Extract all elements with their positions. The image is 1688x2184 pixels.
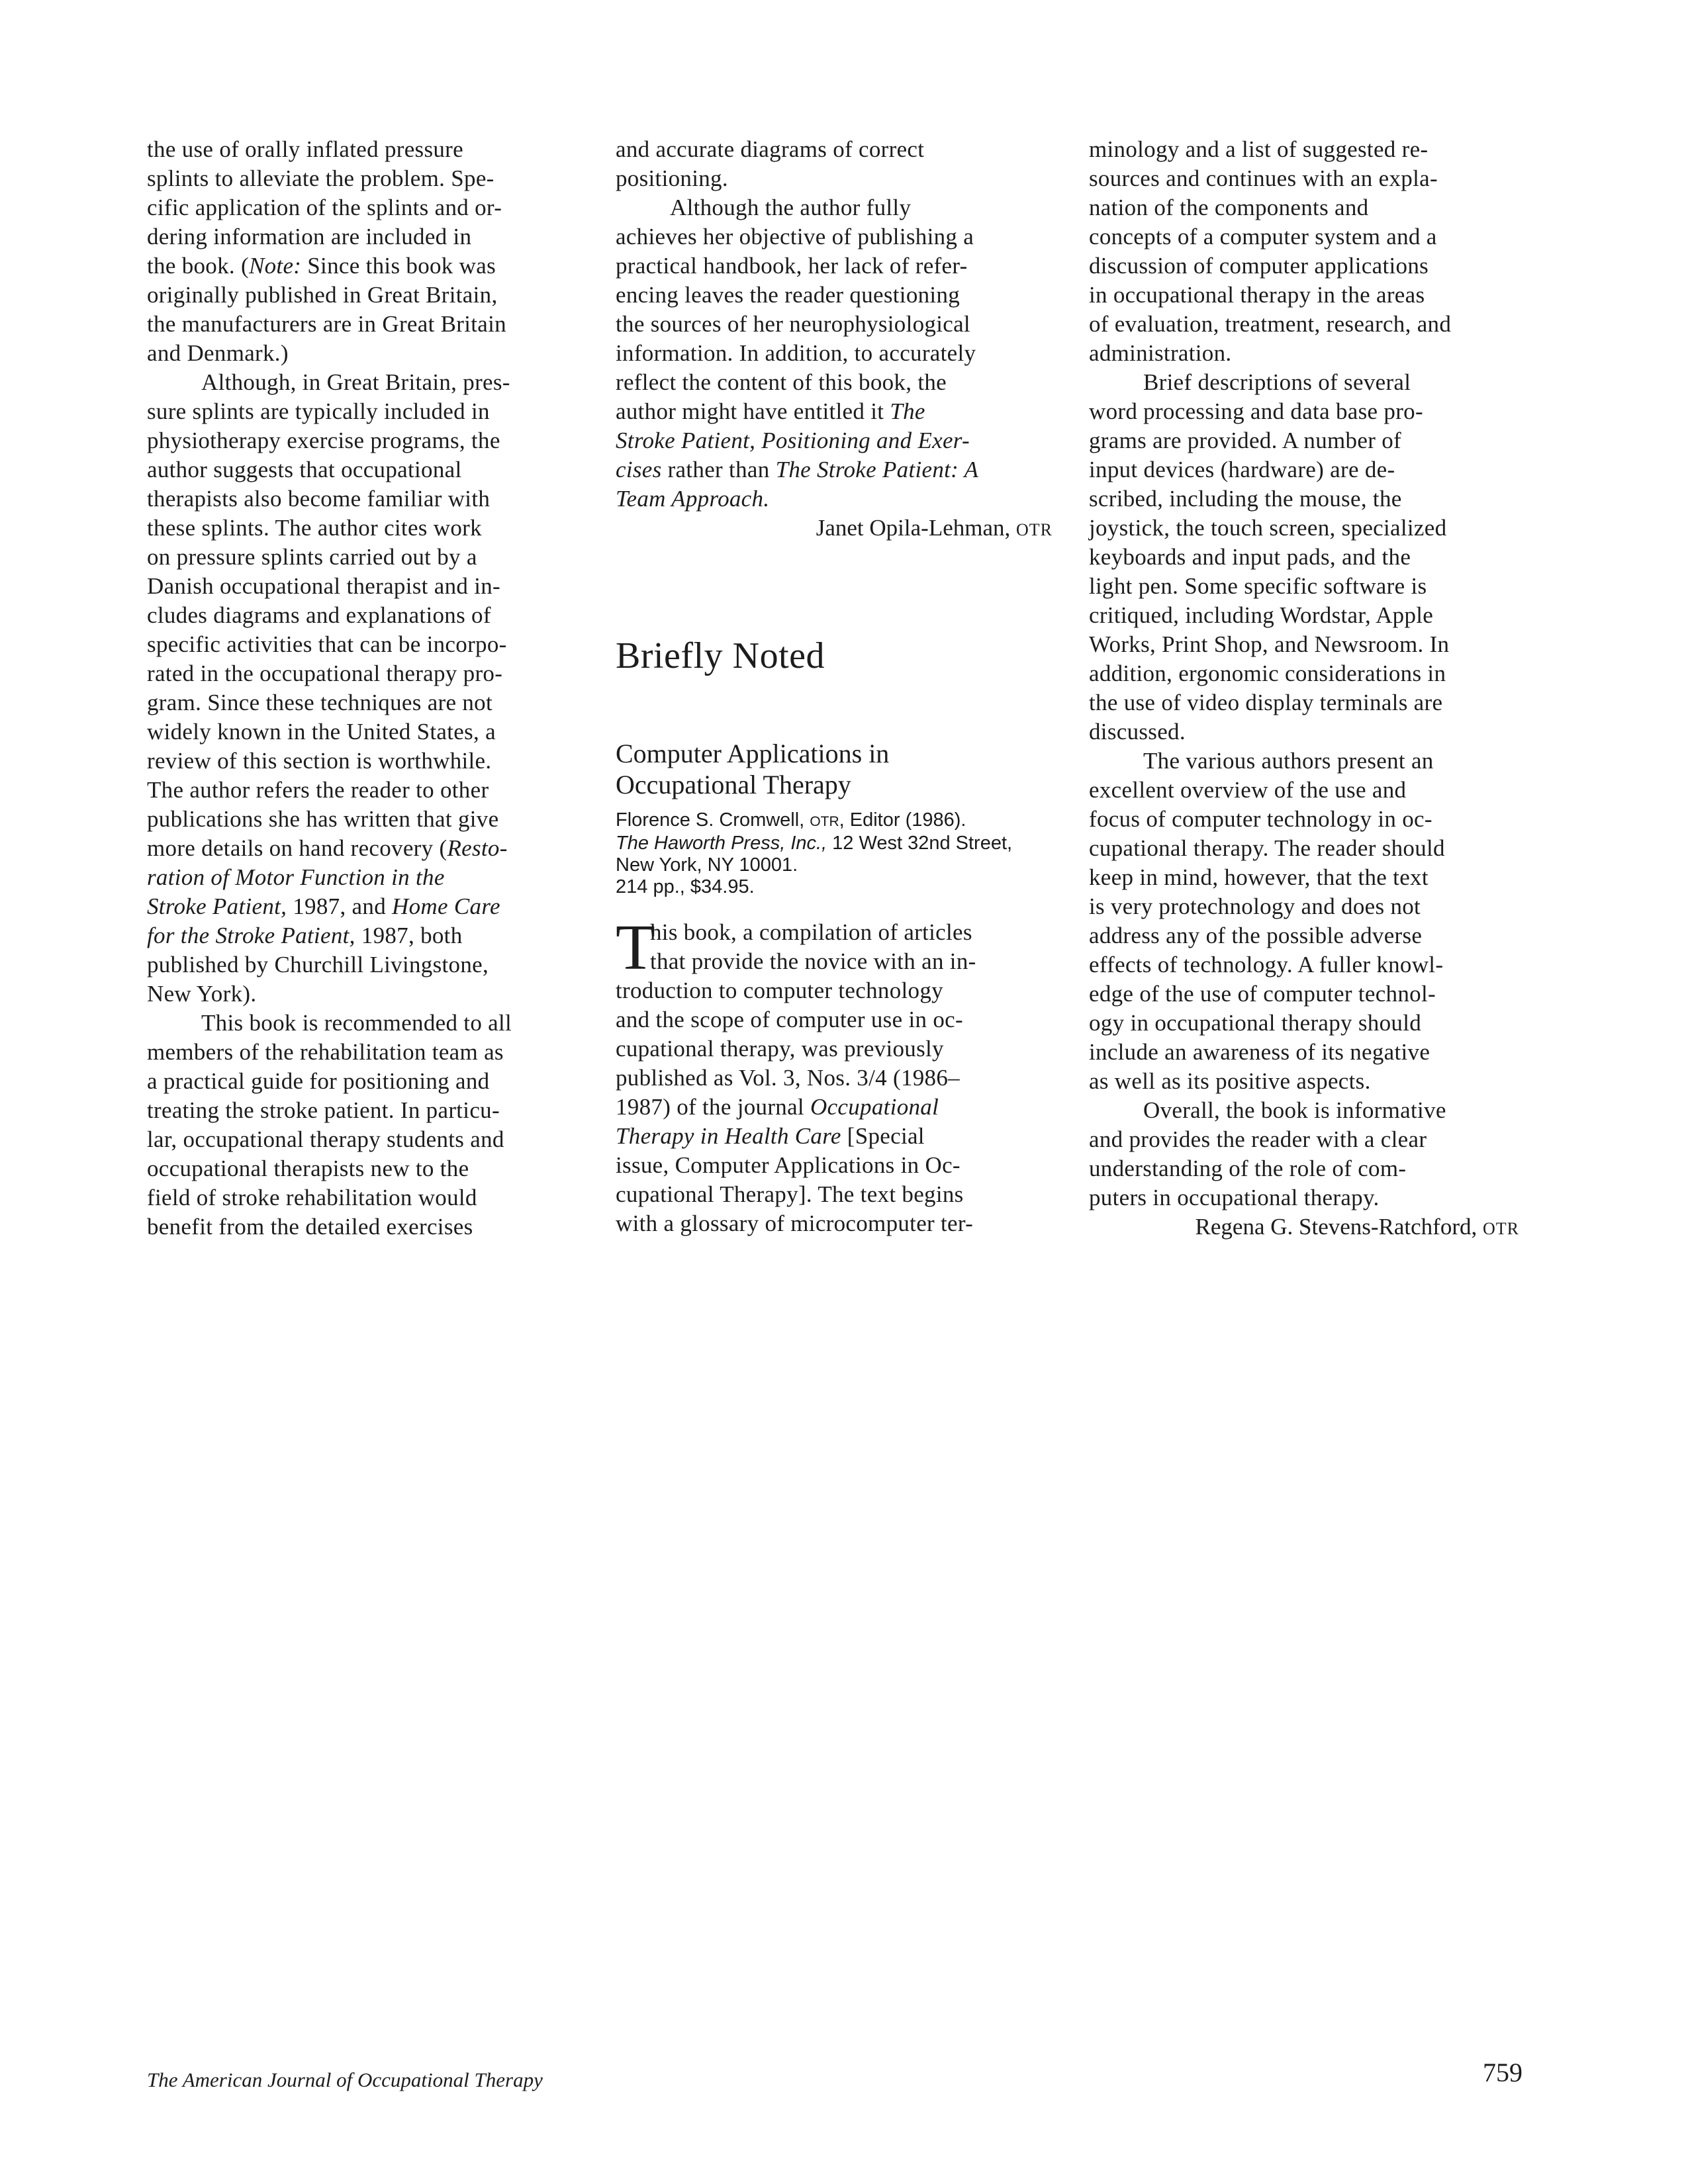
- text-line: keyboards and input pads, and the: [1089, 544, 1411, 570]
- text-line: Brief descriptions of several: [1143, 369, 1411, 395]
- book-title-italic: cises: [616, 457, 662, 482]
- text-line: concepts of a computer system and a: [1089, 224, 1437, 250]
- right-paragraph-2: [1089, 368, 1539, 747]
- left-column: [147, 135, 571, 1242]
- text-run: Since this book was: [301, 253, 496, 279]
- text-line: achieves her objective of publishing a: [616, 224, 974, 250]
- text-run: more details on hand recovery (: [147, 835, 447, 861]
- text-run: rather than: [661, 457, 776, 482]
- text-line: as well as its positive aspects.: [1089, 1068, 1371, 1094]
- text-line: published by Churchill Livingstone,: [147, 952, 489, 978]
- text-line: review of this section is worthwhile.: [147, 748, 492, 774]
- text-line: physiotherapy exercise programs, the: [147, 428, 500, 453]
- text-line: light pen. Some specific software is: [1089, 573, 1427, 599]
- text-line: This book is recommended to all: [201, 1010, 512, 1036]
- text-line: excellent overview of the use and: [1089, 777, 1407, 803]
- text-line: [616, 455, 1053, 484]
- review-continuation: [616, 135, 1053, 193]
- text-line: encing leaves the reader questioning: [616, 282, 961, 308]
- right-paragraph-4: [1089, 1096, 1539, 1212]
- text-run: 1987, and: [287, 893, 393, 919]
- text-line: input devices (hardware) are de-: [1089, 457, 1395, 482]
- text-line: rated in the occupational therapy pro-: [147, 660, 503, 686]
- text-line: treating the stroke patient. In particu-: [147, 1097, 500, 1123]
- book-title-italic: Stroke Patient, Positioning and Exer-: [616, 428, 970, 453]
- reviewer-signature: [1089, 1212, 1539, 1244]
- text-line: originally published in Great Britain,: [147, 282, 498, 308]
- text-line: sources and continues with an expla-: [1089, 165, 1438, 191]
- text-line: grams are provided. A number of: [1089, 428, 1401, 453]
- text-line: cupational therapy, was previously: [616, 1036, 944, 1062]
- text-line: minology and a list of suggested re-: [1089, 136, 1429, 162]
- text-line: publications she has written that give: [147, 806, 499, 832]
- text-line: published as Vol. 3, Nos. 3/4 (1986–: [616, 1065, 960, 1091]
- publisher-name: The Haworth Press, Inc.,: [616, 833, 827, 854]
- citation-pages-price: 214 pp., $34.95.: [616, 876, 755, 897]
- text-line: these splints. The author cites work: [147, 515, 482, 541]
- text-line: New York).: [147, 981, 257, 1007]
- text-line: practical handbook, her lack of refer-: [616, 253, 968, 279]
- publisher-address: 12 West 32nd Street,: [827, 833, 1013, 854]
- text-line: edge of the use of computer technol-: [1089, 981, 1436, 1007]
- text-line: word processing and data base pro-: [1089, 398, 1423, 424]
- text-run: author might have entitled it: [616, 398, 890, 424]
- reviewer-name: Regena G. Stevens-Ratchford,: [1195, 1214, 1483, 1240]
- text-line: occupational therapists new to the: [147, 1156, 469, 1181]
- left-paragraph-1: [147, 135, 571, 368]
- text-line: addition, ergonomic considerations in: [1089, 660, 1446, 686]
- citation-editor: [616, 809, 1053, 833]
- text-line: [147, 834, 571, 863]
- text-line: and provides the reader with a clear: [1089, 1126, 1427, 1152]
- text-line: field of stroke rehabilitation would: [147, 1185, 477, 1210]
- review-title-line: Computer Applications in: [616, 739, 890, 768]
- book-title-italic: Team Approach.: [616, 486, 770, 512]
- text-line: gram. Since these techniques are not: [147, 690, 493, 715]
- text-line: therapists also become familiar with: [147, 486, 491, 512]
- review-title: [616, 738, 1053, 800]
- text-line: puters in occupational therapy.: [1089, 1185, 1380, 1210]
- text-run: 1987, both: [355, 923, 463, 948]
- page-number: 759: [1483, 2058, 1523, 2087]
- text-line: and Denmark.): [147, 340, 289, 366]
- review-body: [616, 912, 1053, 1238]
- text-line: the manufacturers are in Great Britain: [147, 311, 506, 337]
- text-line: reflect the content of this book, the: [616, 369, 947, 395]
- editor-credential: OTR: [810, 814, 839, 829]
- journal-title-italic: Occupational: [810, 1094, 939, 1120]
- text-line: Overall, the book is informative: [1143, 1097, 1446, 1123]
- reviewer-credential: OTR: [1483, 1219, 1519, 1238]
- citation-publisher: [616, 833, 1053, 854]
- text-line: understanding of the role of com-: [1089, 1156, 1407, 1181]
- left-paragraph-3: [147, 1009, 571, 1242]
- text-line: and accurate diagrams of correct: [616, 136, 925, 162]
- text-line: positioning.: [616, 165, 728, 191]
- text-line: effects of technology. A fuller knowl-: [1089, 952, 1444, 978]
- text-line: nation of the components and: [1089, 195, 1369, 220]
- text-line: author suggests that occupational: [147, 457, 462, 482]
- text-line: is very protechnology and does not: [1089, 893, 1421, 919]
- text-line: [147, 921, 571, 950]
- text-line: widely known in the United States, a: [147, 719, 496, 745]
- book-title-italic: Resto-: [447, 835, 508, 861]
- review-title-line: Occupational Therapy: [616, 770, 851, 799]
- text-line: the use of orally inflated pressure: [147, 136, 463, 162]
- book-title-italic: for the Stroke Patient,: [147, 923, 355, 948]
- book-citation: [616, 809, 1053, 898]
- text-line: cific application of the splints and or-: [147, 195, 502, 220]
- text-line: cupational Therapy]. The text begins: [616, 1181, 964, 1207]
- text-line: lar, occupational therapy students and: [147, 1126, 504, 1152]
- text-line: Although, in Great Britain, pres-: [201, 369, 510, 395]
- text-line: on pressure splints carried out by a: [147, 544, 477, 570]
- right-paragraph-3: [1089, 747, 1539, 1096]
- text-line: the use of video display terminals are: [1089, 690, 1443, 715]
- text-line: joystick, the touch screen, specialized: [1089, 515, 1447, 541]
- text-line: a practical guide for positioning and: [147, 1068, 490, 1094]
- text-line: Danish occupational therapist and in-: [147, 573, 500, 599]
- text-line: troduction to computer technology: [616, 978, 943, 1003]
- reviewer-name: Janet Opila-Lehman,: [816, 515, 1016, 541]
- book-title-italic: Stroke Patient,: [147, 893, 287, 919]
- text-line: The author refers the reader to other: [147, 777, 489, 803]
- text-run: 1987) of the journal: [616, 1094, 811, 1120]
- text-line: focus of computer technology in oc-: [1089, 806, 1432, 832]
- book-title-italic: The: [890, 398, 925, 424]
- section-heading: Briefly Noted: [616, 635, 825, 676]
- text-line: address any of the possible adverse: [1089, 923, 1423, 948]
- text-line: specific activities that can be incorpo-: [147, 631, 507, 657]
- journal-title-italic: Therapy in Health Care: [616, 1123, 841, 1149]
- citation-city: New York, NY 10001.: [616, 854, 798, 876]
- text-line: [616, 397, 1053, 426]
- text-line: The various authors present an: [1143, 748, 1434, 774]
- text-line: cupational therapy. The reader should: [1089, 835, 1445, 861]
- text-line: cludes diagrams and explanations of: [147, 602, 491, 628]
- italic-note-label: Note:: [248, 253, 302, 279]
- middle-paragraph-2: [616, 193, 1053, 514]
- editor-role-year: , Editor (1986).: [839, 809, 966, 831]
- middle-column: [616, 135, 1053, 1238]
- text-line: benefit from the detailed exercises: [147, 1214, 473, 1240]
- text-line: [616, 1122, 1053, 1151]
- text-run: the book. (: [147, 253, 249, 279]
- text-line: keep in mind, however, that the text: [1089, 864, 1429, 890]
- text-line: [147, 251, 571, 281]
- text-line: and the scope of computer use in oc-: [616, 1007, 963, 1032]
- text-line: in occupational therapy in the areas: [1089, 282, 1425, 308]
- text-line: members of the rehabilitation team as: [147, 1039, 504, 1065]
- text-line: of evaluation, treatment, research, and: [1089, 311, 1452, 337]
- reviewer-credential: OTR: [1016, 520, 1053, 539]
- right-column: [1089, 135, 1539, 1244]
- text-line: Although the author fully: [670, 195, 912, 220]
- text-line: scribed, including the mouse, the: [1089, 486, 1402, 512]
- drop-cap: T: [616, 912, 655, 983]
- text-line: with a glossary of microcomputer ter-: [616, 1210, 974, 1236]
- text-line: the sources of her neurophysiological: [616, 311, 970, 337]
- text-line: that provide the novice with an in-: [650, 948, 976, 974]
- book-title-italic: The Stroke Patient: A: [775, 457, 979, 482]
- text-line: discussion of computer applications: [1089, 253, 1429, 279]
- text-line: discussed.: [1089, 719, 1186, 745]
- text-line: splints to alleviate the problem. Spe-: [147, 165, 494, 191]
- text-line: [147, 892, 571, 921]
- editor-name: Florence S. Cromwell,: [616, 809, 810, 831]
- right-paragraph-1: [1089, 135, 1539, 368]
- text-line: include an awareness of its negative: [1089, 1039, 1430, 1065]
- text-line: dering information are included in: [147, 224, 472, 250]
- journal-name-footer: The American Journal of Occupational Therapy: [147, 2068, 543, 2091]
- text-line: his book, a compilation of articles: [650, 919, 972, 945]
- text-line: sure splints are typically included in: [147, 398, 490, 424]
- book-title-italic: Home Care: [392, 893, 500, 919]
- text-line: administration.: [1089, 340, 1232, 366]
- left-paragraph-2: [147, 368, 571, 1009]
- text-line: ogy in occupational therapy should: [1089, 1010, 1422, 1036]
- text-line: issue, Computer Applications in Oc-: [616, 1152, 961, 1178]
- text-line: [616, 1093, 1053, 1122]
- reviewer-signature: [616, 514, 1053, 545]
- text-line: critiqued, including Wordstar, Apple: [1089, 602, 1434, 628]
- text-run: [Special: [841, 1123, 925, 1149]
- book-title-italic: ration of Motor Function in the: [147, 864, 445, 890]
- text-line: Works, Print Shop, and Newsroom. In: [1089, 631, 1450, 657]
- text-line: information. In addition, to accurately: [616, 340, 976, 366]
